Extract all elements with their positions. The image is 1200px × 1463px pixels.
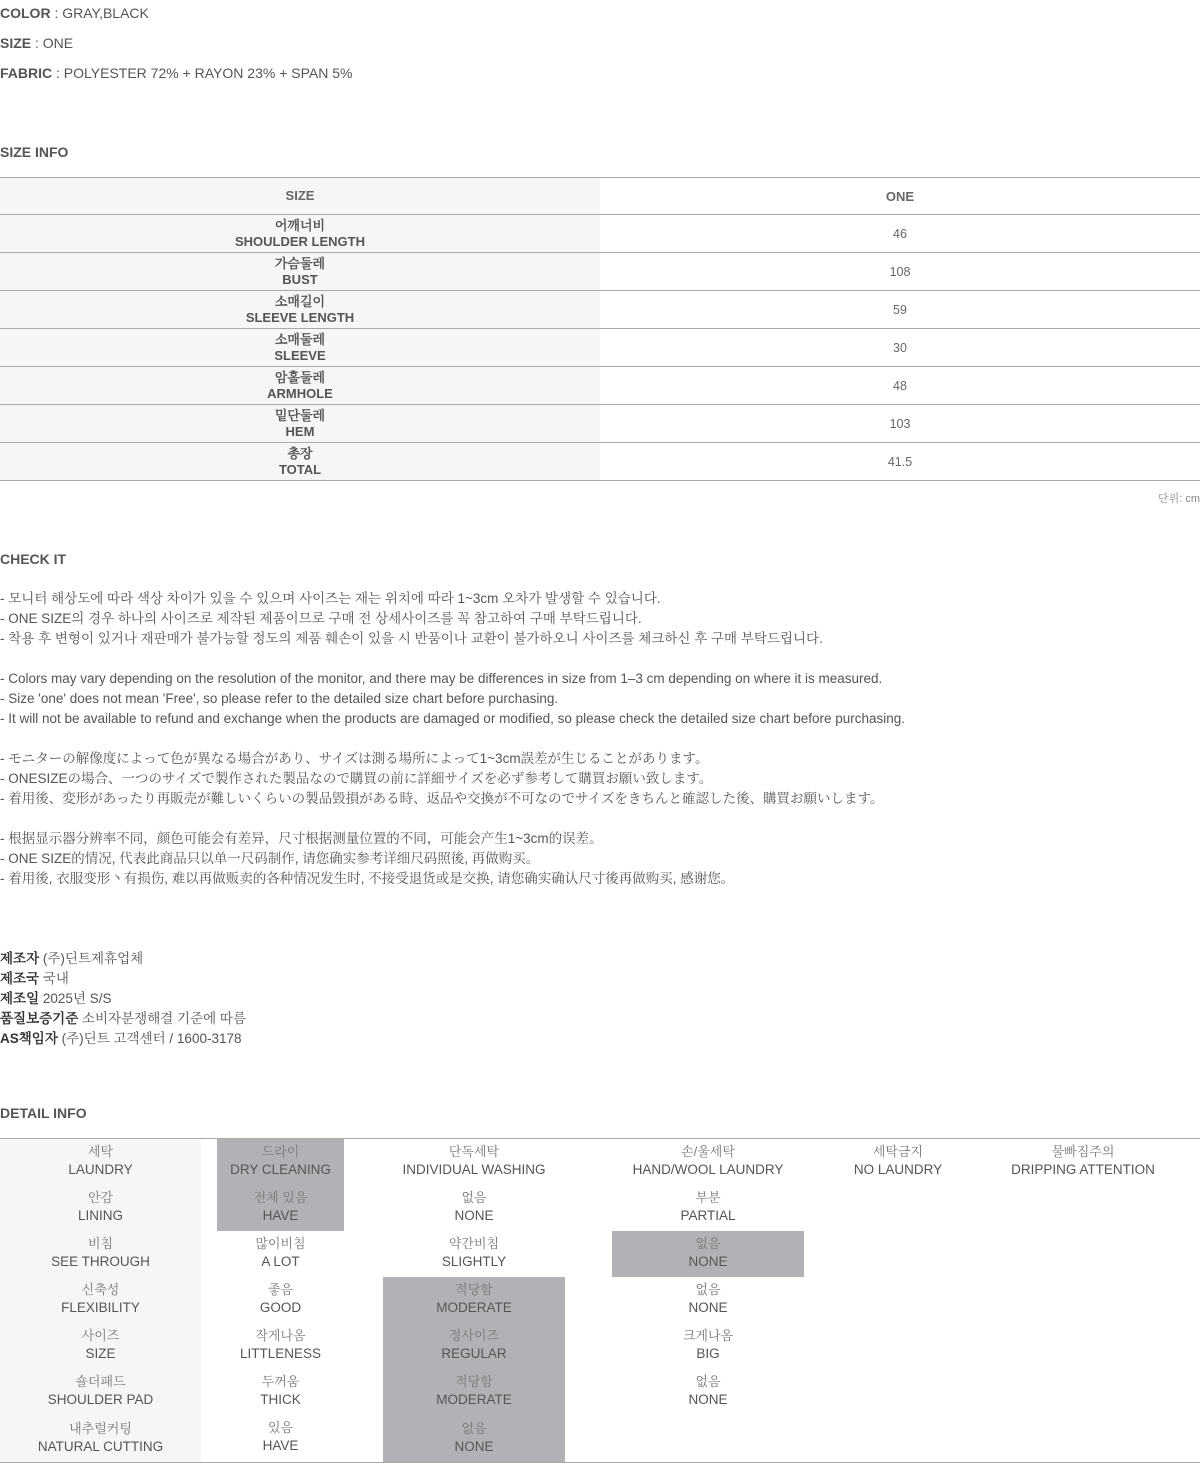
size-row-ko: 어깨너비 — [274, 217, 326, 233]
option-en: LITTLENESS — [239, 1346, 322, 1361]
option-en: NONE — [454, 1439, 494, 1454]
spec-size-value: : ONE — [31, 35, 74, 51]
size-header-label: SIZE — [0, 178, 600, 215]
label-ko: 사이즈 — [81, 1328, 120, 1343]
spec-fabric-label: FABRIC — [0, 65, 53, 81]
size-row-value: 30 — [600, 329, 1200, 367]
size-row — [0, 405, 1200, 443]
check-line: - It will not be available to refund and exchange when the products are damaged or modified, so please check the detailed size chart before purchasing. — [0, 711, 906, 726]
option-en: HAVE — [262, 1208, 299, 1223]
maker-info — [0, 949, 246, 1049]
detail-option — [612, 1373, 804, 1409]
check-line: - Size 'one' does not mean 'Free', so please refer to the detailed size chart before purchasing. — [0, 691, 559, 706]
check-line: - Colors may vary depending on the resolution of the monitor, and there may be differences in size from 1–3 cm depending on where it is measured. — [0, 671, 883, 686]
maker-manufacturer — [0, 949, 246, 969]
size-row — [0, 291, 1200, 329]
size-row-label — [0, 215, 600, 253]
maker-country-value: 국내 — [39, 971, 69, 986]
option-en: THICK — [260, 1392, 301, 1407]
option-ko: 전체 있음 — [253, 1190, 308, 1205]
option-en: DRY CLEANING — [230, 1162, 331, 1177]
option-en: NONE — [454, 1208, 494, 1223]
size-row-label — [0, 291, 600, 329]
label-en: FLEXIBILITY — [61, 1300, 140, 1315]
size-row-ko: 가슴둘레 — [274, 255, 326, 271]
size-row-ko: 소매둘레 — [274, 331, 326, 347]
option-ko: 약간비침 — [448, 1236, 500, 1251]
label-en: NATURAL CUTTING — [37, 1439, 164, 1454]
detail-option — [612, 1143, 804, 1179]
detail-option — [612, 1189, 804, 1225]
size-row-value: 46 — [600, 215, 1200, 253]
option-ko: 물빠짐주의 — [1051, 1144, 1115, 1159]
maker-as-value: (주)딘트 고객센터 / 1600-3178 — [57, 1031, 242, 1046]
size-row-en: SHOULDER LENGTH — [235, 233, 365, 249]
check-line: - モニターの解像度によって色が異なる場合があり、サイズは測る場所によって1~3cm誤差が生じることがあります。 — [0, 751, 709, 766]
option-en: GOOD — [259, 1300, 302, 1315]
option-en: MODERATE — [436, 1300, 512, 1315]
check-line: - 根据显示器分辨率不同，颜色可能会有差异，尺寸根据测量位置的不同，可能会产生1~3cm的误差。 — [0, 831, 603, 846]
size-row — [0, 443, 1200, 481]
option-ko: 부분 — [695, 1190, 721, 1205]
option-ko: 손/울세탁 — [681, 1144, 735, 1159]
size-row-value: 41.5 — [600, 443, 1200, 481]
size-row-value: 48 — [600, 367, 1200, 405]
size-row-value: 103 — [600, 405, 1200, 443]
detail-option — [383, 1373, 565, 1409]
detail-option — [383, 1281, 565, 1317]
option-ko: 세탁금지 — [872, 1144, 924, 1159]
detail-option — [383, 1327, 565, 1363]
size-table-header — [0, 178, 1200, 215]
size-row-label — [0, 405, 600, 443]
detail-row-label — [0, 1420, 201, 1456]
option-ko: 없음 — [695, 1374, 721, 1389]
size-row-en: ARMHOLE — [267, 385, 333, 401]
maker-manufacturer-label: 제조자 — [0, 951, 40, 966]
label-ko: 신축성 — [81, 1282, 120, 1297]
maker-date-value: 2025년 S/S — [39, 991, 112, 1006]
size-row-ko: 소매길이 — [274, 293, 326, 309]
option-en: HAND/WOOL LAUNDRY — [632, 1162, 784, 1177]
option-ko: 두꺼움 — [261, 1374, 300, 1389]
option-ko: 있음 — [267, 1420, 294, 1435]
label-ko: 안감 — [87, 1190, 114, 1205]
maker-as — [0, 1029, 246, 1049]
detail-option — [383, 1420, 565, 1456]
option-en: SLIGHTLY — [441, 1254, 507, 1269]
option-en: NO LAUNDRY — [853, 1162, 943, 1177]
option-ko: 단독세탁 — [448, 1144, 500, 1159]
option-en: BIG — [696, 1346, 720, 1361]
label-en: LAUNDRY — [68, 1162, 133, 1177]
size-row-en: TOTAL — [278, 461, 322, 477]
check-line: - 착용 후 변형이 있거나 재판매가 불가능할 정도의 제품 훼손이 있을 시 반품이나 교환이 불가하오니 사이즈를 체크하신 후 구매 부탁드립니다. — [0, 631, 823, 646]
option-ko: 없음 — [695, 1236, 721, 1251]
size-row-value: 108 — [600, 253, 1200, 291]
label-ko: 세탁 — [87, 1144, 114, 1159]
option-ko: 없음 — [695, 1282, 721, 1297]
option-en: REGULAR — [441, 1346, 507, 1361]
size-row-ko: 밑단둘레 — [274, 407, 326, 423]
option-en: NONE — [688, 1392, 728, 1407]
option-en: NONE — [688, 1300, 728, 1315]
spec-color-label: COLOR — [0, 5, 51, 21]
option-en: PARTIAL — [680, 1208, 736, 1223]
size-header-value: ONE — [600, 178, 1200, 215]
option-ko: 없음 — [461, 1421, 487, 1436]
detail-option — [993, 1143, 1173, 1179]
check-line: - ONESIZEの場合、一つのサイズで製作された製品なので購買の前に詳細サイズを必ず参考して購買お願い致します。 — [0, 771, 713, 786]
detail-option — [217, 1189, 344, 1225]
size-row-en: SLEEVE — [274, 347, 326, 363]
detail-option — [612, 1327, 804, 1363]
size-row-ko: 암홀둘레 — [274, 369, 326, 385]
detail-row-label — [0, 1281, 201, 1317]
check-line: - 着用後, 衣服变形丶有损伤, 难以再做贩卖的各种情况发生时, 不接受退货或是交换, 请您确实确认尺寸後再做购买, 感谢您。 — [0, 871, 735, 886]
detail-option — [217, 1419, 344, 1455]
maker-country-label: 제조국 — [0, 971, 40, 986]
size-row-ko: 총장 — [287, 445, 313, 461]
spec-fabric-value: : POLYESTER 72% + RAYON 23% + SPAN 5% — [52, 65, 353, 81]
size-row — [0, 367, 1200, 405]
option-en: NONE — [688, 1254, 728, 1269]
label-en: LINING — [77, 1208, 123, 1223]
check-english — [0, 669, 905, 729]
size-row-value: 59 — [600, 291, 1200, 329]
option-ko: 드라이 — [261, 1144, 300, 1159]
size-row-en: HEM — [285, 423, 315, 439]
check-line: - 모니터 해상도에 따라 색상 차이가 있을 수 있으며 사이즈는 재는 위치에 따라 1~3cm 오차가 발생할 수 있습니다. — [0, 591, 661, 606]
detail-table — [0, 1138, 1200, 1463]
detail-option — [217, 1235, 344, 1271]
check-it-title: CHECK IT — [0, 551, 67, 567]
detail-option — [612, 1281, 804, 1317]
detail-option — [217, 1281, 344, 1317]
size-row — [0, 253, 1200, 291]
maker-date-label: 제조일 — [0, 991, 40, 1006]
option-en: INDIVIDUAL WASHING — [402, 1162, 546, 1177]
size-row-label — [0, 253, 600, 291]
detail-row-label — [0, 1235, 201, 1271]
size-table — [0, 177, 1200, 481]
size-row-en: BUST — [282, 271, 318, 287]
maker-manufacturer-value: (주)딘트제휴업체 — [39, 951, 144, 966]
detail-row-label — [0, 1327, 201, 1363]
option-ko: 작게나옴 — [255, 1328, 306, 1343]
detail-option — [383, 1189, 565, 1225]
option-en: HAVE — [262, 1438, 299, 1453]
detail-row-label — [0, 1373, 201, 1409]
spec-size-label: SIZE — [0, 35, 32, 51]
label-en: SIZE — [85, 1346, 116, 1361]
spec-fabric — [0, 65, 352, 81]
check-line: - ONE SIZE의 경우 하나의 사이즈로 제작된 제품이므로 구매 전 상세사이즈를 꼭 참고하여 구매 부탁드립니다. — [0, 611, 642, 626]
size-row-en: SLEEVE LENGTH — [245, 309, 355, 325]
check-japanese — [0, 749, 883, 809]
maker-warranty-value: 소비자분쟁해결 기준에 따름 — [78, 1011, 246, 1026]
detail-option — [217, 1143, 344, 1179]
size-row-label — [0, 443, 600, 481]
spec-size — [0, 35, 73, 51]
detail-row-label — [0, 1143, 201, 1179]
label-ko: 비침 — [87, 1236, 114, 1251]
option-en: DRIPPING ATTENTION — [1011, 1162, 1155, 1177]
size-info-title: SIZE INFO — [0, 144, 69, 160]
detail-option — [838, 1143, 958, 1179]
size-row — [0, 215, 1200, 253]
maker-date — [0, 989, 246, 1009]
check-chinese — [0, 829, 734, 889]
option-ko: 크게나옴 — [682, 1328, 734, 1343]
detail-info-title: DETAIL INFO — [0, 1105, 87, 1121]
option-en: A LOT — [261, 1254, 300, 1269]
option-ko: 많이비침 — [255, 1236, 306, 1251]
spec-color — [0, 5, 149, 21]
spec-color-value: : GRAY,BLACK — [50, 5, 149, 21]
detail-option — [217, 1327, 344, 1363]
detail-option — [612, 1235, 804, 1271]
check-line: - ONE SIZE的情况, 代表此商品只以单一尺码制作, 请您确实参考详细尺码照後, 再做购买。 — [0, 851, 540, 866]
maker-warranty — [0, 1009, 246, 1029]
size-unit-note: 단위: cm — [1157, 493, 1200, 505]
size-row-label — [0, 329, 600, 367]
label-en: SEE THROUGH — [51, 1254, 150, 1269]
maker-warranty-label: 품질보증기준 — [0, 1011, 79, 1026]
detail-option — [383, 1235, 565, 1271]
check-korean — [0, 589, 823, 649]
detail-option — [217, 1373, 344, 1409]
maker-country — [0, 969, 246, 989]
check-line: - 着用後、変形があったり再販売が難しいくらいの製品毀損がある時、返品や交換が不可なのでサイズをきちんと確認した後、購買お願いします。 — [0, 791, 884, 806]
detail-option — [383, 1143, 565, 1179]
label-ko: 내추럴커팅 — [69, 1421, 132, 1436]
option-ko: 정사이즈 — [448, 1328, 500, 1343]
option-ko: 적당함 — [455, 1374, 493, 1389]
size-row-label — [0, 367, 600, 405]
option-ko: 좋음 — [267, 1282, 294, 1297]
option-ko: 적당함 — [455, 1282, 493, 1297]
detail-row-label — [0, 1189, 201, 1225]
maker-as-label: AS책임자 — [0, 1031, 58, 1046]
size-row — [0, 329, 1200, 367]
label-ko: 숄더패드 — [75, 1374, 126, 1389]
option-en: MODERATE — [436, 1392, 512, 1407]
label-en: SHOULDER PAD — [47, 1392, 154, 1407]
option-ko: 없음 — [461, 1190, 487, 1205]
